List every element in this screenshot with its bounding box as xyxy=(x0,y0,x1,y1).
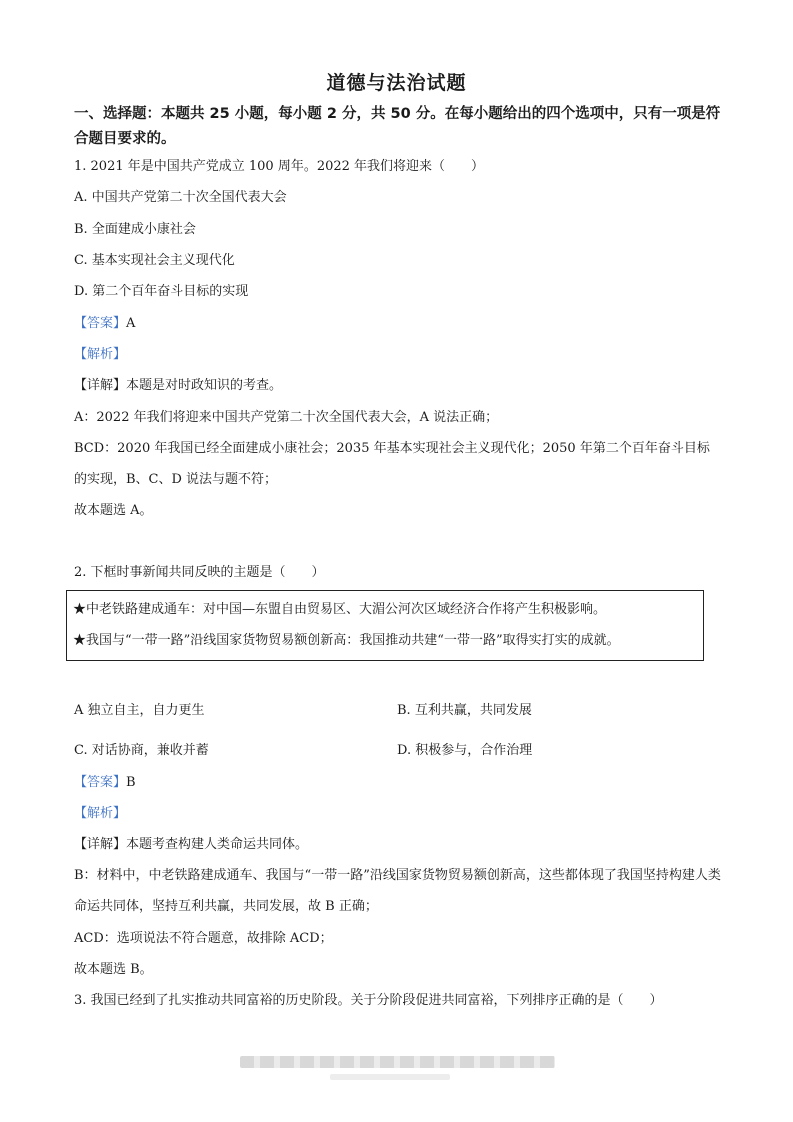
q2-stem: 2. 下框时事新闻共同反映的主题是（ ） xyxy=(74,565,325,580)
q2-option-b: B. 互利共赢，共同发展 xyxy=(397,703,532,718)
q1-detail: 【详解】本题是对时政知识的考查。 xyxy=(74,378,283,393)
q2-explain-line: ACD：选项说法不符合题意，故排除 ACD； xyxy=(74,931,333,946)
blurred-footer-sub xyxy=(330,1074,450,1080)
q1-answer xyxy=(74,314,135,334)
q1-stem: 1. 2021 年是中国共产党成立 100 周年。2022 年我们将迎来（ ） xyxy=(74,159,485,174)
q1-explain-line: BCD：2020 年我国已经全面建成小康社会；2035 年基本实现社会主义现代化；2050 年第二个百年奋斗目标 xyxy=(74,441,710,456)
q2-option-d: D. 积极参与，合作治理 xyxy=(397,743,533,758)
q2-explain-para: B：材料中，中老铁路建成通车、我国与“一带一路”沿线国家货物贸易额创新高，这些都体现了我国坚持构建人类命运共同体，坚持互利共赢，共同发展，故 B 正确； xyxy=(74,868,721,914)
answer-value: B xyxy=(126,775,136,790)
q1-explain-line: 的实现，B、C、D 说法与题不符； xyxy=(74,472,278,487)
q1-analysis-tag: 【解析】 xyxy=(74,347,127,362)
q2-detail: 【详解】本题考查构建人类命运共同体。 xyxy=(74,837,309,852)
q3-stem: 3. 我国已经到了扎实推动共同富裕的历史阶段。关于分阶段促进共同富裕，下列排序正确的是（ ） xyxy=(74,993,663,1008)
news-box xyxy=(66,590,704,661)
answer-tag: 【答案】 xyxy=(74,775,127,790)
q2-answer xyxy=(74,773,136,793)
q1-option-d: D. 第二个百年奋斗目标的实现 xyxy=(74,284,249,299)
section-heading: 一、选择题：本题共 25 小题，每小题 2 分，共 50 分。在每小题给出的四个选项中，只有一项是符合题目要求的。 xyxy=(74,106,721,147)
q1-explain-line: A：2022 年我们将迎来中国共产党第二十次全国代表大会，A 说法正确； xyxy=(74,410,499,425)
q1-conclusion: 故本题选 A。 xyxy=(74,503,153,518)
q2-option-a: A 独立自主，自力更生 xyxy=(74,703,205,718)
page-title: 道德与法治试题 xyxy=(326,72,467,94)
q1-option-a: A. 中国共产党第二十次全国代表大会 xyxy=(74,190,287,205)
q2-conclusion: 故本题选 B。 xyxy=(74,962,153,977)
q2-option-c: C. 对话协商，兼收并蓄 xyxy=(74,743,209,758)
q1-option-c: C. 基本实现社会主义现代化 xyxy=(74,253,235,268)
news-item: ★我国与“一带一路”沿线国家货物贸易额创新高：我国推动共建“一带一路”取得实打实的成就。 xyxy=(73,633,620,648)
q2-analysis-tag: 【解析】 xyxy=(74,806,127,821)
answer-tag: 【答案】 xyxy=(74,316,127,331)
q1-option-b: B. 全面建成小康社会 xyxy=(74,222,196,237)
news-item: ★中老铁路建成通车：对中国—东盟自由贸易区、大湄公河次区域经济合作将产生积极影响。 xyxy=(73,602,607,617)
answer-value: A xyxy=(126,316,136,331)
blurred-footer xyxy=(240,1056,555,1068)
